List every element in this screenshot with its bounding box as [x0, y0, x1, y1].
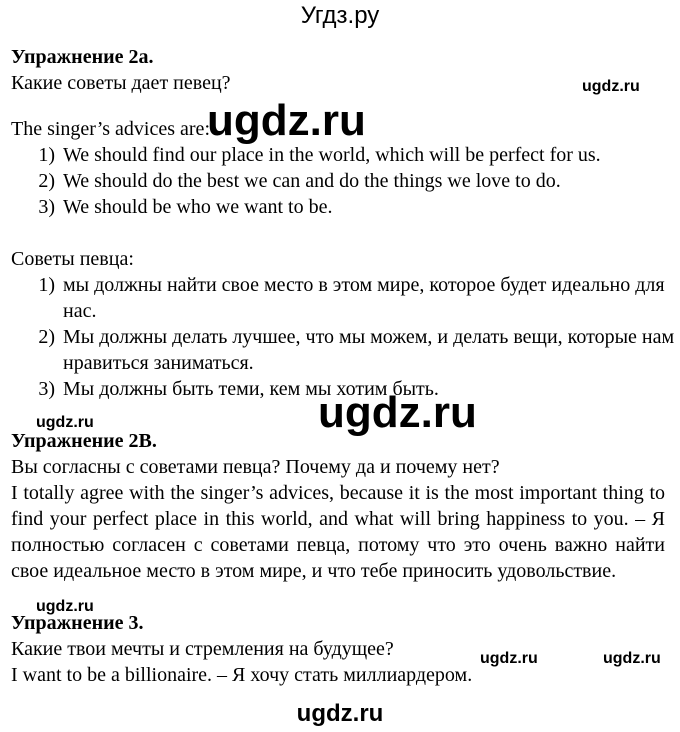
- watermark: ugdz.ru: [603, 650, 661, 667]
- exercise-2b-question: Вы согласны с советами певца? Почему да и почему нет?: [11, 456, 500, 478]
- watermark: ugdz.ru: [36, 414, 94, 431]
- list-number: 2): [38, 326, 55, 348]
- exercise-3-answer: I want to be a billionaire. – Я хочу стать миллиардером.: [11, 664, 473, 686]
- answer-line: I totally agree with the singer’s advices, because it is the most important thing to: [11, 482, 665, 504]
- list-text: Мы должны делать лучшее, что мы можем, и делать вещи, которые нам: [63, 326, 675, 348]
- list-number: 3): [38, 378, 55, 400]
- watermark: ugdz.ru: [480, 650, 538, 667]
- list-text: Мы должны быть теми, кем мы хотим быть.: [63, 378, 439, 400]
- list-text: We should do the best we can and do the things we love to do.: [63, 170, 561, 192]
- list-number: 3): [38, 196, 55, 218]
- list-text-continued: нравиться заниматься.: [63, 352, 254, 374]
- list-text: We should find our place in the world, which will be perfect for us.: [63, 144, 601, 166]
- footer-watermark: ugdz.ru: [296, 700, 384, 727]
- list-number: 2): [38, 170, 55, 192]
- exercise-3-title: Упражнение 3.: [11, 612, 144, 634]
- answer-line: полностью согласен с советами певца, потому что это очень важно найти: [11, 534, 665, 556]
- watermark: ugdz.ru: [36, 598, 94, 615]
- advice-ru-intro: Советы певца:: [11, 248, 134, 270]
- list-text: We should be who we want to be.: [63, 196, 333, 218]
- list-text-continued: нас.: [63, 300, 97, 322]
- exercise-3-question: Какие твои мечты и стремления на будущее?: [11, 638, 394, 660]
- watermark: ugdz.ru: [318, 388, 477, 437]
- watermark: ugdz.ru: [207, 96, 366, 145]
- exercise-2a-intro: The singer’s advices are:: [11, 118, 210, 140]
- answer-line: свое идеальное место в этом мире, и что тебе приносить удовольствие.: [11, 560, 617, 582]
- watermark: ugdz.ru: [582, 78, 640, 95]
- exercise-2b-title: Упражнение 2В.: [11, 430, 157, 452]
- exercise-2a-question: Какие советы дает певец?: [11, 72, 231, 94]
- exercise-2a-title: Упражнение 2а.: [11, 46, 154, 68]
- page-header: Угдз.ру: [300, 2, 380, 29]
- answer-line: find your perfect place in this world, and what will bring happiness to you. – Я: [11, 508, 665, 530]
- list-number: 1): [38, 274, 55, 296]
- list-number: 1): [38, 144, 55, 166]
- list-text: мы должны найти свое место в этом мире, которое будет идеально для: [63, 274, 665, 296]
